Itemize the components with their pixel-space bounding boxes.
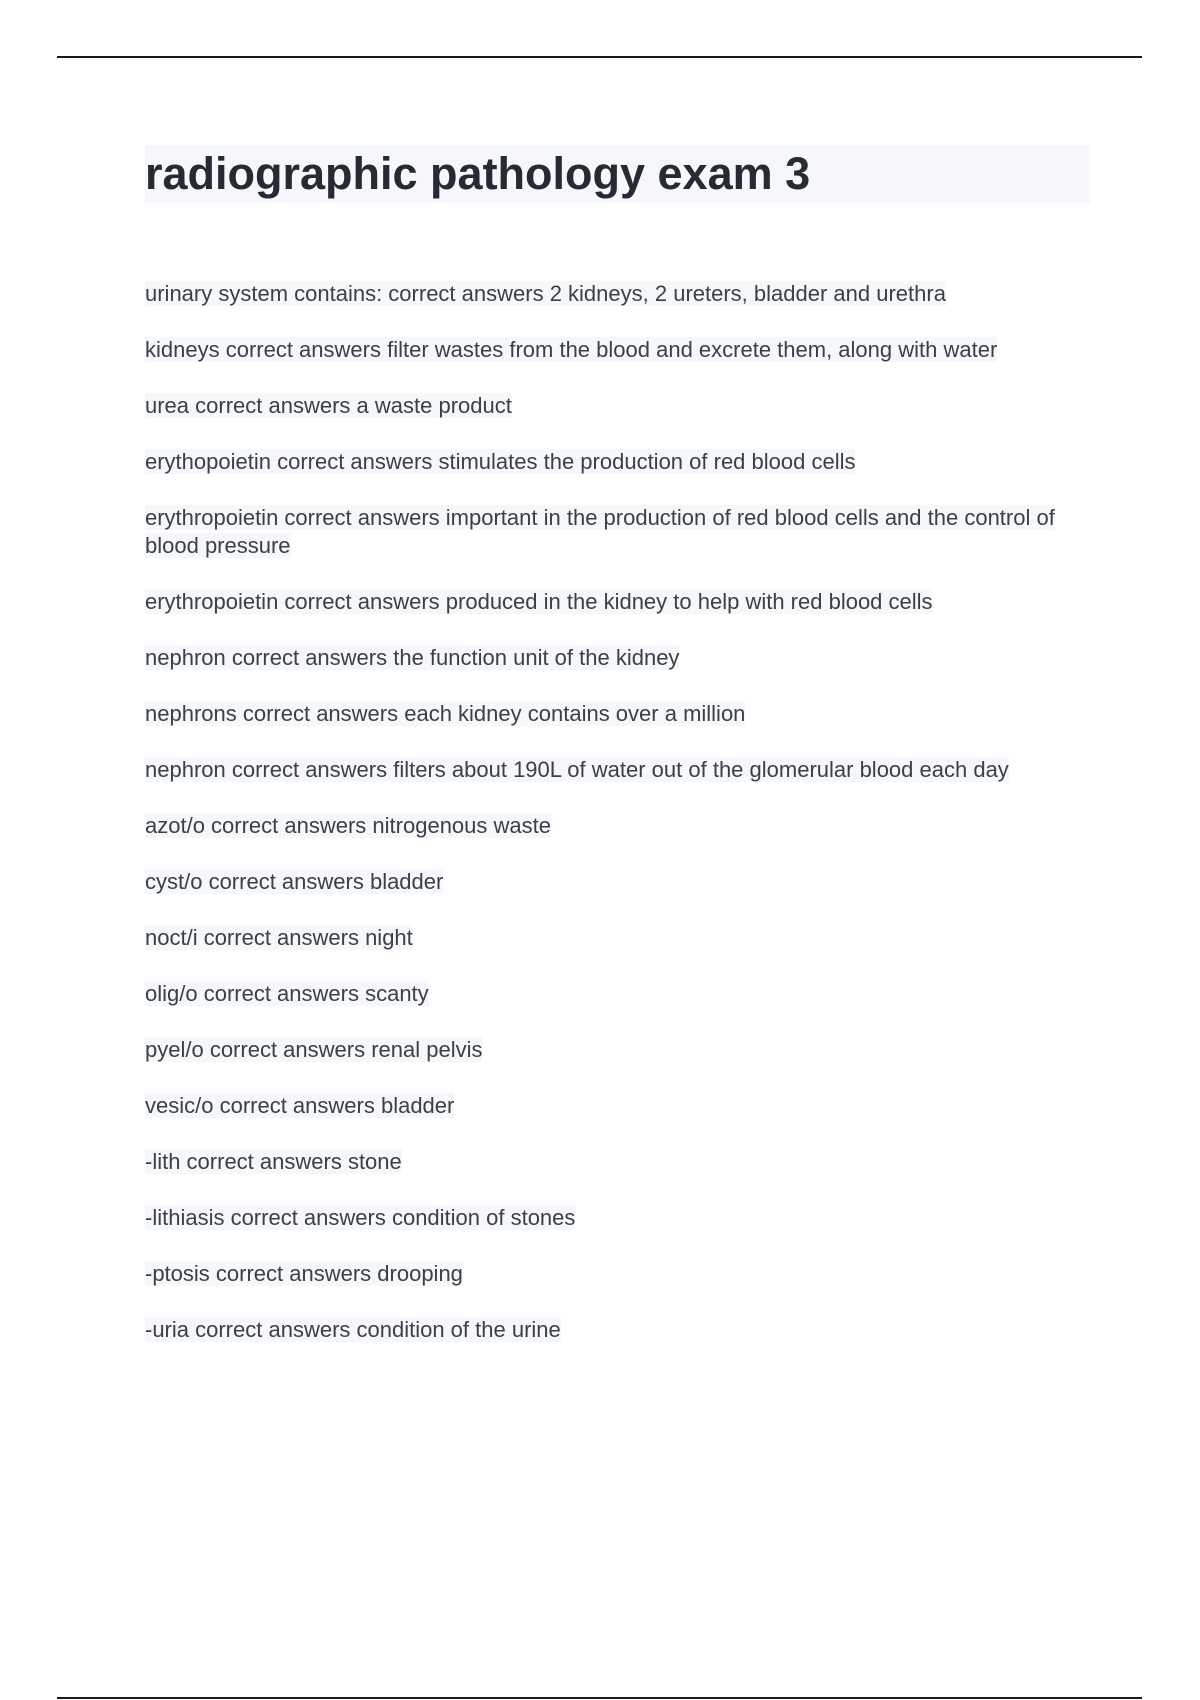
qa-item — [145, 756, 1065, 784]
qa-item — [145, 868, 1065, 896]
bottom-rule — [57, 1697, 1142, 1699]
qa-item — [145, 700, 1065, 728]
qa-item — [145, 588, 1065, 616]
qa-text: urea correct answers a waste product — [145, 393, 512, 418]
qa-text: nephron correct answers filters about 190L of water out of the glomerular blood each day — [145, 757, 1009, 782]
qa-item — [145, 1316, 1065, 1344]
qa-text: noct/i correct answers night — [145, 925, 413, 950]
qa-item — [145, 1204, 1065, 1232]
qa-text: urinary system contains: correct answers 2 kidneys, 2 ureters, bladder and urethra — [145, 281, 946, 306]
qa-text: cyst/o correct answers bladder — [145, 869, 444, 894]
qa-text: vesic/o correct answers bladder — [145, 1093, 455, 1118]
qa-text: -lith correct answers stone — [145, 1149, 402, 1174]
title-block — [145, 145, 1090, 203]
qa-item — [145, 504, 1065, 560]
qa-text: erythopoietin correct answers stimulates the production of red blood cells — [145, 449, 856, 474]
page-title: radiographic pathology exam 3 — [145, 148, 811, 199]
qa-item — [145, 448, 1065, 476]
qa-text: nephron correct answers the function unit of the kidney — [145, 645, 680, 670]
qa-list — [145, 280, 1065, 1372]
qa-item — [145, 1092, 1065, 1120]
qa-item — [145, 812, 1065, 840]
qa-text: -ptosis correct answers drooping — [145, 1261, 463, 1286]
qa-item — [145, 280, 1065, 308]
qa-text: erythropoietin correct answers produced in the kidney to help with red blood cells — [145, 589, 933, 614]
qa-text: pyel/o correct answers renal pelvis — [145, 1037, 483, 1062]
qa-item — [145, 336, 1065, 364]
top-rule — [57, 56, 1142, 58]
qa-text: kidneys correct answers filter wastes from the blood and excrete them, along with water — [145, 337, 998, 362]
qa-item — [145, 1036, 1065, 1064]
qa-item — [145, 392, 1065, 420]
qa-text: azot/o correct answers nitrogenous waste — [145, 813, 551, 838]
qa-text: -lithiasis correct answers condition of stones — [145, 1205, 576, 1230]
qa-text: olig/o correct answers scanty — [145, 981, 429, 1006]
qa-text: erythropoietin correct answers important in the production of red blood cells and the control of blood pressure — [145, 505, 1055, 558]
qa-item — [145, 1260, 1065, 1288]
qa-item — [145, 924, 1065, 952]
qa-text: nephrons correct answers each kidney contains over a million — [145, 701, 746, 726]
qa-item — [145, 980, 1065, 1008]
qa-item — [145, 1148, 1065, 1176]
qa-text: -uria correct answers condition of the urine — [145, 1317, 561, 1342]
qa-item — [145, 644, 1065, 672]
